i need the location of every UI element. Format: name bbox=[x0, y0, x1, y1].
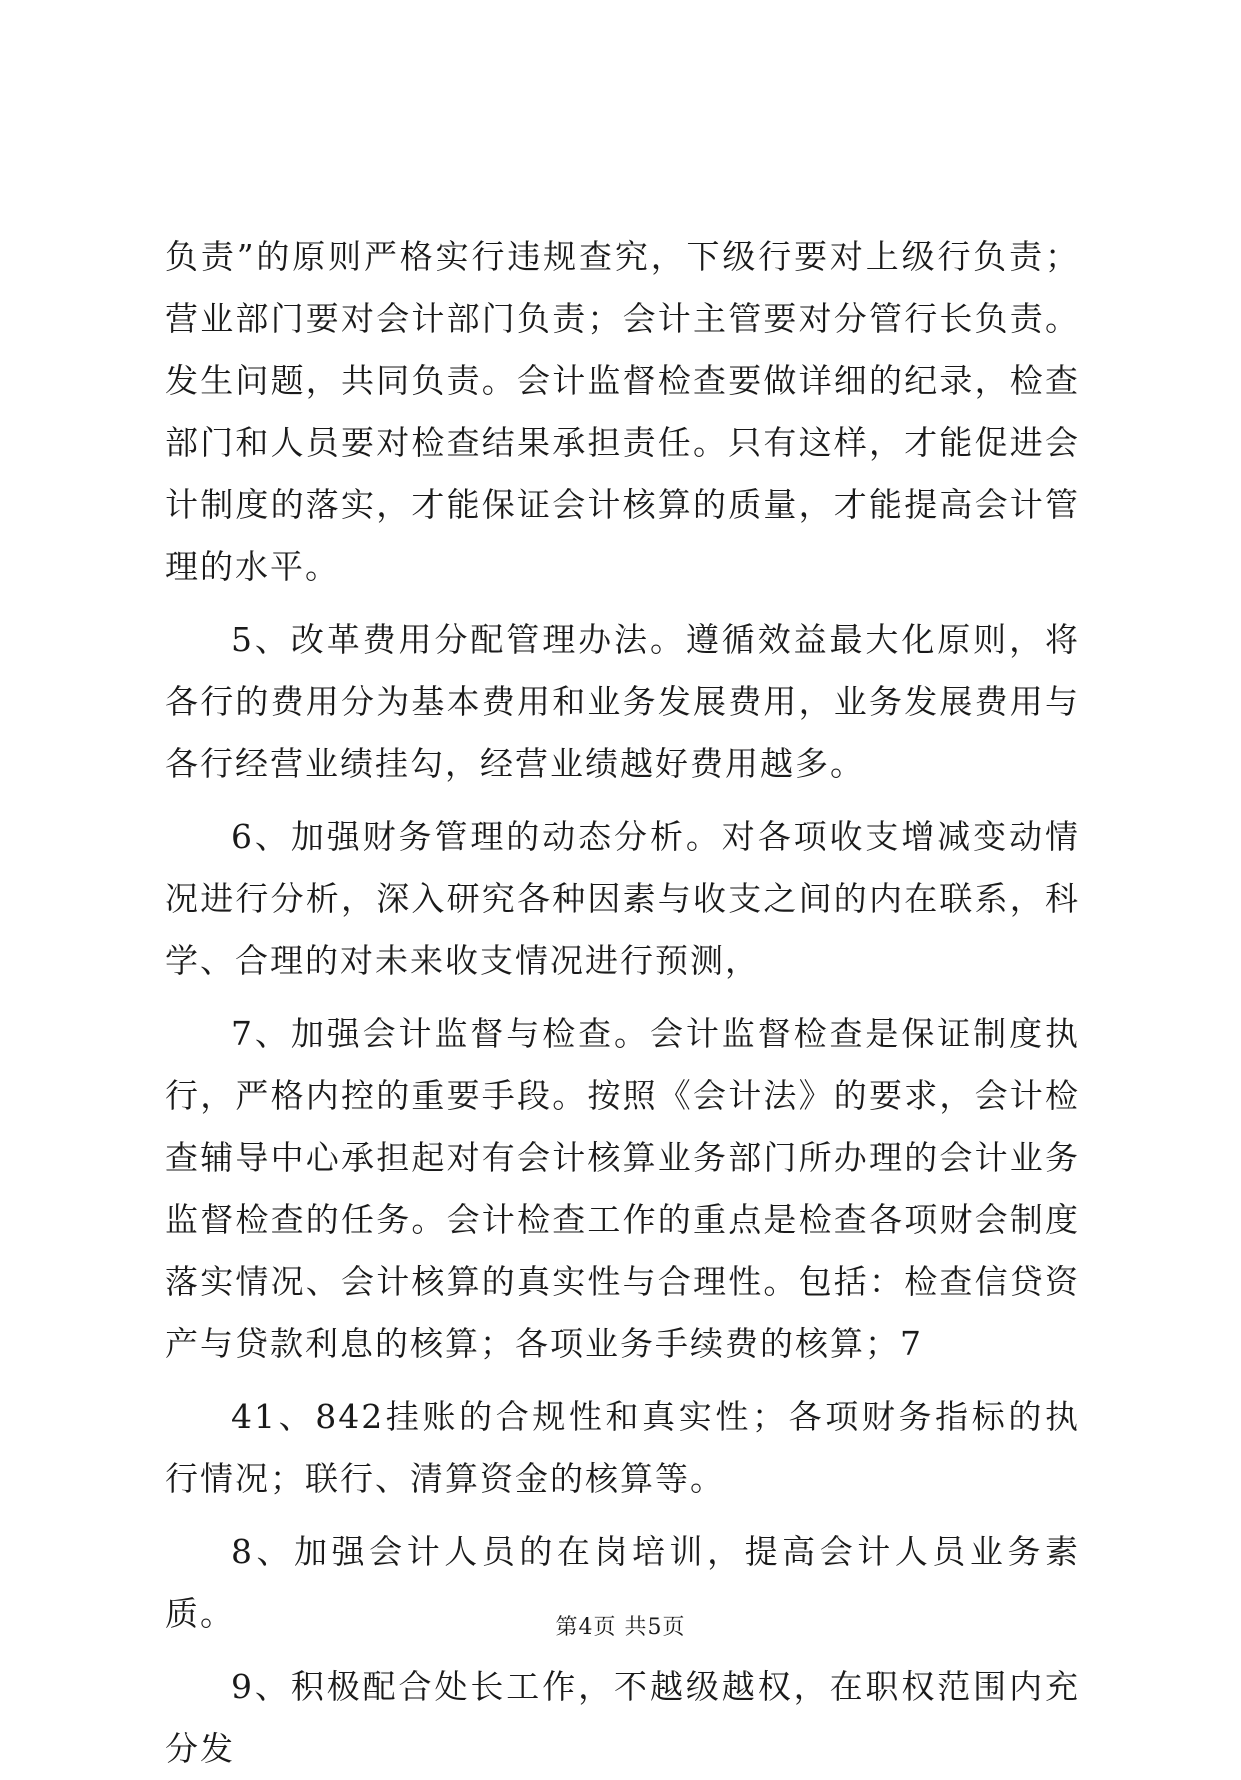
paragraph-item-8: 8、加强会计人员的在岗培训，提高会计人员业务素质。 bbox=[165, 1532, 1080, 1633]
page-footer bbox=[0, 1610, 1241, 1641]
paragraph-continuation: 负责”的原则严格实行违规查究，下级行要对上级行负责；营业部门要对会计部门负责；会计主管要对分管行长负责。发生问题，共同负责。会计监督检查要做详细的纪录，检查部门和人员要对检查结果承担责任。只有这样，才能促进会计制度的落实，才能保证会计核算的质量，才能提高会计管理的水平。 bbox=[165, 237, 1080, 586]
paragraph-item-41: 41、842挂账的合规性和真实性；各项财务指标的执行情况；联行、清算资金的核算等。 bbox=[165, 1397, 1080, 1498]
paragraph-item-5: 5、改革费用分配管理办法。遵循效益最大化原则，将各行的费用分为基本费用和业务发展费用，业务发展费用与各行经营业绩挂勾，经营业绩越好费用越多。 bbox=[165, 620, 1080, 783]
page-number-indicator: 第4页 共5页 bbox=[555, 1615, 686, 1640]
document-body bbox=[165, 226, 1080, 1780]
paragraph-item-9: 9、积极配合处长工作，不越级越权，在职权范围内充分发 bbox=[165, 1667, 1080, 1768]
paragraph-item-6: 6、加强财务管理的动态分析。对各项收支增减变动情况进行分析，深入研究各种因素与收支之间的内在联系，科学、合理的对未来收支情况进行预测， bbox=[165, 817, 1080, 980]
paragraph-item-7: 7、加强会计监督与检查。会计监督检查是保证制度执行，严格内控的重要手段。按照《会计法》的要求，会计检查辅导中心承担起对有会计核算业务部门所办理的会计业务监督检查的任务。会计检查工作的重点是检查各项财会制度落实情况、会计核算的真实性与合理性。包括：检查信贷资产与贷款利息的核算；各项业务手续费的核算；7 bbox=[165, 1014, 1080, 1363]
